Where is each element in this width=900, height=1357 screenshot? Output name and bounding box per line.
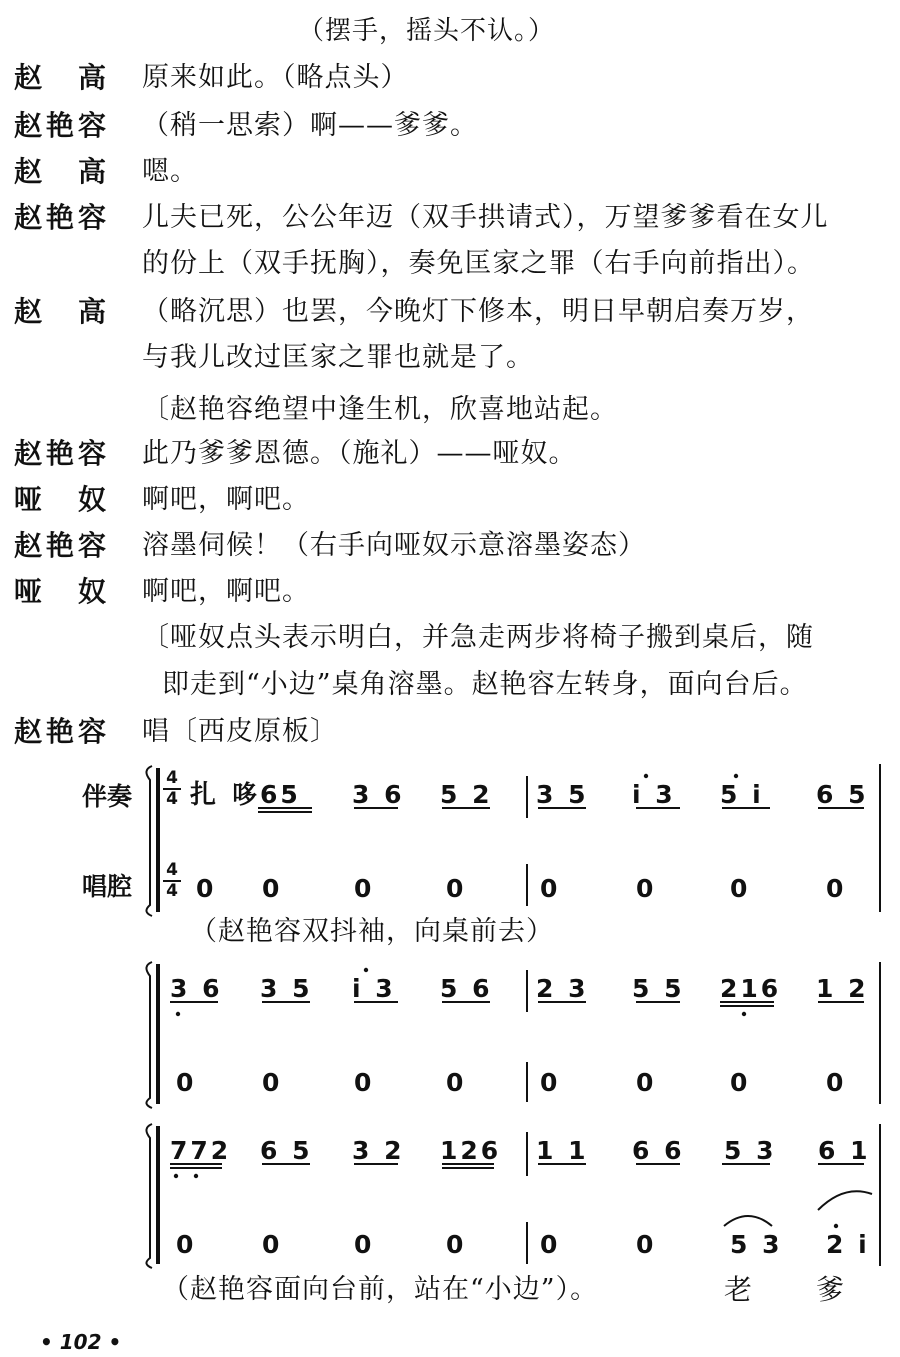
label-accompaniment: 伴奏 — [82, 782, 133, 811]
dialogue-line: 此乃爹爹恩德。（施礼）——哑奴。 — [142, 438, 577, 469]
accomp-note: 6 5 — [260, 1136, 313, 1165]
accomp-note: 5 3 — [724, 1136, 777, 1165]
vocal-note: 0 — [176, 1068, 197, 1097]
accomp-note: 772 — [170, 1136, 232, 1165]
brace-system-2 — [146, 962, 152, 1108]
speaker-char: 赵 — [14, 155, 43, 188]
time-signature-top: 4 — [166, 768, 178, 788]
speaker-char: 赵 — [14, 715, 43, 748]
dialogue-line: 溶墨伺候！（右手向哑奴示意溶墨姿态） — [142, 530, 646, 561]
speaker-char: 奴 — [77, 575, 106, 608]
speaker-char: 高 — [77, 61, 106, 94]
vocal-note: 0 — [262, 1068, 283, 1097]
label-vocal: 唱腔 — [82, 872, 133, 901]
vocal-note: 0 — [196, 874, 217, 903]
stage-direction-top: （摆手，摇头不认。） — [298, 16, 556, 46]
vocal-note: 0 — [540, 1230, 561, 1259]
accomp-note: 扎 — [190, 780, 220, 810]
dialogue-line: （稍一思索）啊——爹爹。 — [142, 110, 478, 141]
vocal-note: 0 — [354, 1230, 375, 1259]
time-signature-bottom: 4 — [166, 789, 178, 809]
accomp-note: 6 1 — [818, 1136, 871, 1165]
dialogue-line: 与我儿改过匡家之罪也就是了。 — [142, 342, 534, 373]
accomp-note: 6 5 — [816, 780, 869, 809]
dialogue-line: 嗯。 — [142, 156, 198, 187]
vocal-note: 2 i — [826, 1230, 870, 1259]
speaker-char: 艳 — [45, 529, 74, 562]
dialogue-line: 原来如此。（略点头） — [142, 62, 409, 93]
speaker-char: 赵 — [14, 529, 43, 562]
vocal-note: 0 — [446, 1230, 467, 1259]
accomp-note: 6 6 — [632, 1136, 685, 1165]
vocal-note: 0 — [826, 1068, 847, 1097]
octave-dot — [742, 1012, 746, 1016]
vocal-note: 0 — [540, 1068, 561, 1097]
dialogue-line: 啊吧，啊吧。 — [142, 576, 310, 607]
accomp-note: 126 — [440, 1136, 502, 1165]
accomp-note: 哆65 — [232, 780, 301, 809]
accomp-note: 2 3 — [536, 974, 589, 1003]
accomp-note: 1 1 — [536, 1136, 589, 1165]
page-number: • 102 • — [40, 1330, 122, 1354]
octave-dot — [194, 1174, 198, 1178]
speaker-char: 艳 — [45, 715, 74, 748]
octave-dot — [176, 1012, 180, 1016]
vocal-note: 0 — [446, 1068, 467, 1097]
vocal-note: 0 — [826, 874, 847, 903]
octave-dot — [364, 968, 368, 972]
octave-dot — [734, 774, 738, 778]
tie-2 — [818, 1191, 872, 1210]
time-signature-bottom: 4 — [166, 881, 178, 901]
speaker-char: 赵 — [14, 437, 43, 470]
speaker-char: 赵 — [14, 201, 43, 234]
accomp-note: 216 — [720, 974, 782, 1003]
stage-direction-yanu-1: 〔哑奴点头表示明白，并急走两步将椅子搬到桌后，随 — [142, 622, 814, 653]
accomp-note: 5 6 — [440, 974, 493, 1003]
accomp-note: i 3 — [632, 780, 676, 809]
accomp-note: i 3 — [352, 974, 396, 1003]
stage-direction-sleeves: （赵艳容双抖袖，向桌前去） — [190, 916, 554, 947]
tie-1 — [724, 1216, 772, 1226]
accomp-note: 5 5 — [632, 974, 685, 1003]
vocal-note: 0 — [636, 1068, 657, 1097]
vocal-note: 0 — [730, 874, 751, 903]
dialogue-line: 唱〔西皮原板〕 — [142, 716, 338, 747]
speaker-char: 赵 — [14, 295, 43, 328]
vocal-note: 0 — [730, 1068, 751, 1097]
accomp-note: 3 5 — [536, 780, 589, 809]
vocal-note: 0 — [636, 1230, 657, 1259]
brace-system-1 — [146, 766, 152, 916]
speaker-char: 容 — [77, 529, 106, 562]
stage-direction-yanu-2: 即走到“小边”桌角溶墨。赵艳容左转身，面向台后。 — [162, 669, 808, 700]
speaker-char: 艳 — [45, 201, 74, 234]
vocal-note: 5 3 — [730, 1230, 783, 1259]
octave-dot — [834, 1224, 838, 1228]
accomp-note: 5 i — [720, 780, 764, 809]
stage-direction-stand: （赵艳容面向台前，站在“小边”）。 — [162, 1274, 599, 1305]
speaker-char: 艳 — [45, 437, 74, 470]
vocal-note: 0 — [636, 874, 657, 903]
speaker-char: 高 — [77, 295, 106, 328]
vocal-note: 0 — [262, 1230, 283, 1259]
speaker-char: 容 — [77, 437, 106, 470]
octave-dot — [644, 774, 648, 778]
speaker-char: 艳 — [45, 109, 74, 142]
speaker-char: 哑 — [14, 575, 43, 608]
stage-direction-rise: 〔赵艳容绝望中逢生机，欣喜地站起。 — [142, 394, 618, 425]
dialogue-line: 的份上（双手抚胸），奏免匡家之罪（右手向前指出）。 — [142, 248, 815, 279]
speaker-char: 容 — [77, 201, 106, 234]
speaker-char: 哑 — [14, 483, 43, 516]
time-signature-top: 4 — [166, 860, 178, 880]
vocal-note: 0 — [354, 1068, 375, 1097]
dialogue-line: 啊吧，啊吧。 — [142, 484, 310, 515]
speaker-char: 奴 — [77, 483, 106, 516]
accomp-note: 3 6 — [170, 974, 223, 1003]
lyric-1: 老 — [724, 1273, 754, 1306]
vocal-note: 0 — [262, 874, 283, 903]
vocal-note: 0 — [540, 874, 561, 903]
speaker-char: 赵 — [14, 61, 43, 94]
vocal-note: 0 — [176, 1230, 197, 1259]
accomp-note: 3 6 — [352, 780, 405, 809]
lyric-2: 爹 — [816, 1273, 846, 1306]
accomp-note: 3 2 — [352, 1136, 405, 1165]
dialogue-line: （略沉思）也罢，今晚灯下修本，明日早朝启奏万岁， — [142, 296, 814, 327]
speaker-char: 高 — [77, 155, 106, 188]
accomp-note: 5 2 — [440, 780, 493, 809]
octave-dot — [174, 1174, 178, 1178]
speaker-char: 容 — [77, 109, 106, 142]
brace-system-3 — [146, 1124, 152, 1268]
accomp-note: 1 2 — [816, 974, 869, 1003]
dialogue-line: 儿夫已死，公公年迈（双手拱请式），万望爹爹看在女儿 — [142, 202, 829, 233]
vocal-note: 0 — [354, 874, 375, 903]
accomp-note: 3 5 — [260, 974, 313, 1003]
speaker-char: 容 — [77, 715, 106, 748]
speaker-char: 赵 — [14, 109, 43, 142]
vocal-note: 0 — [446, 874, 467, 903]
